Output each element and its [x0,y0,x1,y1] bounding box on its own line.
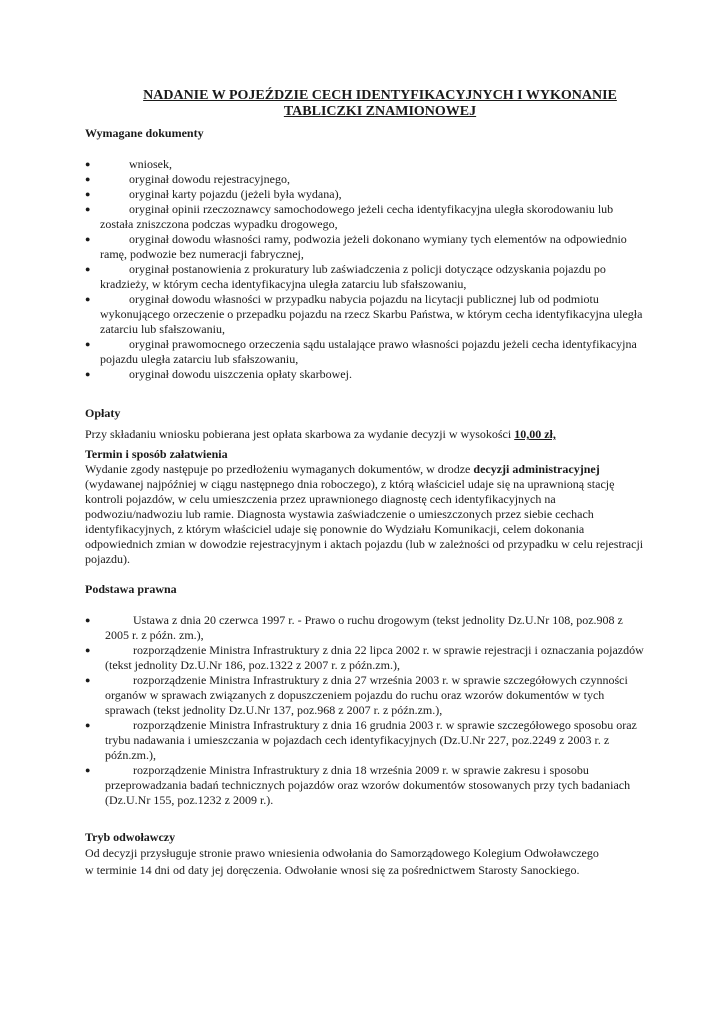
bullet-icon: ● [85,339,91,349]
required-documents-heading: Wymagane dokumenty [85,126,204,140]
bullet-icon: ● [85,615,91,625]
bullet-icon: ● [85,204,91,214]
list-item: ● oryginał dowodu własności ramy, podwozia jeżeli dokonano wymiany tych elementów na odpowiednio ramę, podwozie bez numeracji fabrycznej, [85,232,627,261]
bullet-icon: ● [85,294,91,304]
list-item: ● oryginał dowodu uiszczenia opłaty skarbowej. [85,367,352,381]
title-line-1: NADANIE W POJEŹDZIE CECH IDENTYFIKACYJNYCH I WYKONANIE [143,88,617,103]
list-item: ● rozporządzenie Ministra Infrastruktury z dnia 22 lipca 2002 r. w sprawie rejestracji i oznaczania pojazdów (tekst jednolity Dz.U.Nr 186, poz.1322 z 2007 r. z późn.zm.), [85,643,644,672]
bullet-icon: ● [85,675,91,685]
list-item: ● oryginał postanowienia z prokuratury lub zaświadczenia z policji dotyczące odzyskania pojazdu po kradzieży, w którym cecha identyfikacyjna uległa zatarciu lub sfałszowaniu, [85,262,606,291]
list-item: ● oryginał opinii rzeczoznawcy samochodowego jeżeli cecha identyfikacyjna uległa skorodowaniu lub została zniszczona podczas wypadku drogowego, [85,202,614,231]
bullet-icon: ● [85,264,91,274]
list-item: ● oryginał dowodu własności w przypadku nabycia pojazdu na licytacji publicznej lub od podmiotu wykonującego orzeczenie o przepadku pojazdu na rzecz Skarbu Państwa, w którym cecha identyfikacyjna uległa zatarciu lub sfałszowaniu, [85,292,643,336]
term-bold-phrase: decyzji administracyjnej [473,462,600,476]
list-item: ● oryginał dowodu rejestracyjnego, [85,172,290,186]
appeal-heading: Tryb odwoławczy [85,830,176,844]
list-item: ● oryginał karty pojazdu (jeżeli była wydana), [85,187,342,201]
term-text: Wydanie zgody następuje po przedłożeniu wymaganych dokumentów, w drodze decyzji administracyjnej (wydawanej najpóźniej w ciągu następnego dnia roboczego), z którą właściciel udaje się na uprawnioną stację kontroli pojazdów, w celu umieszczenia przez uprawnionego diagnostę cech identyfikacyjnych na podwoziu/nadwoziu lub ramie. Diagnosta wystawia zaświadczenie o umieszczonych przez siebie cechach identyfikacyjnych, z którym właściciel udaje się ponownie do Wydziału Komunikacji, celem dokonania odpowiednich zmian w dowodzie rejestracyjnym i aktach pojazdu (lub w zależności od przypadku w celu rejestracji pojazdu). [85,462,644,566]
required-documents-list [85,157,645,382]
bullet-icon: ● [85,234,91,244]
bullet-icon: ● [85,720,91,730]
list-item: ● rozporządzenie Ministra Infrastruktury z dnia 16 grudnia 2003 r. w sprawie szczegółowego sposobu oraz trybu nadawania i umieszczania w pojazdach cech identyfikacyjnych (Dz.U.Nr 227, poz.2249 z 2003 r. z późn.zm.), [85,718,637,762]
fee-amount: 10,00 zł, [514,427,556,441]
legal-basis-heading: Podstawa prawna [85,582,177,596]
bullet-icon: ● [85,174,91,184]
list-item: ● rozporządzenie Ministra Infrastruktury z dnia 18 września 2009 r. w sprawie zakresu i sposobu przeprowadzania badań technicznych pojazdów oraz wzorów dokumentów stosowanych przy tych badaniach (Dz.U.Nr 155, poz.1232 z 2009 r.). [85,763,631,807]
bullet-icon: ● [85,159,91,169]
appeal-text: Od decyzji przysługuje stronie prawo wniesienia odwołania do Samorządowego Kolegium Odwoławczego w terminie 14 dni od daty jej doręczenia. Odwołanie wnosi się za pośrednictwem Starosty Sanockiego. [85,846,599,877]
fees-heading: Opłaty [85,406,121,420]
list-item: ● oryginał prawomocnego orzeczenia sądu ustalające prawo własności pojazdu jeżeli cecha identyfikacyjna pojazdu uległa zatarciu lub sfałszowaniu, [85,337,637,366]
list-item: ● wniosek, [85,157,172,171]
title-line-2: TABLICZKI ZNAMIONOWEJ [283,104,477,119]
term-heading: Termin i sposób załatwienia [85,447,228,461]
bullet-icon: ● [85,645,91,655]
document-title [90,88,670,120]
list-item: ● rozporządzenie Ministra Infrastruktury z dnia 27 września 2003 r. w sprawie szczegółowych czynności organów w sprawach związanych z dopuszczeniem pojazdu do ruchu oraz wzorów dokumentów w tych sprawach (tekst jednolity Dz.U.Nr 137, poz.968 z 2007 r. z późn.zm.), [85,673,628,717]
bullet-icon: ● [85,189,91,199]
bullet-icon: ● [85,369,91,379]
legal-basis-list [85,613,645,808]
fees-text: Przy składaniu wniosku pobierana jest opłata skarbowa za wydanie decyzji w wysokości 10,00 zł, [85,427,556,441]
list-item: ● Ustawa z dnia 20 czerwca 1997 r. - Prawo o ruchu drogowym (tekst jednolity Dz.U.Nr 108, poz.908 z 2005 r. z późn. zm.), [85,613,623,642]
bullet-icon: ● [85,765,91,775]
